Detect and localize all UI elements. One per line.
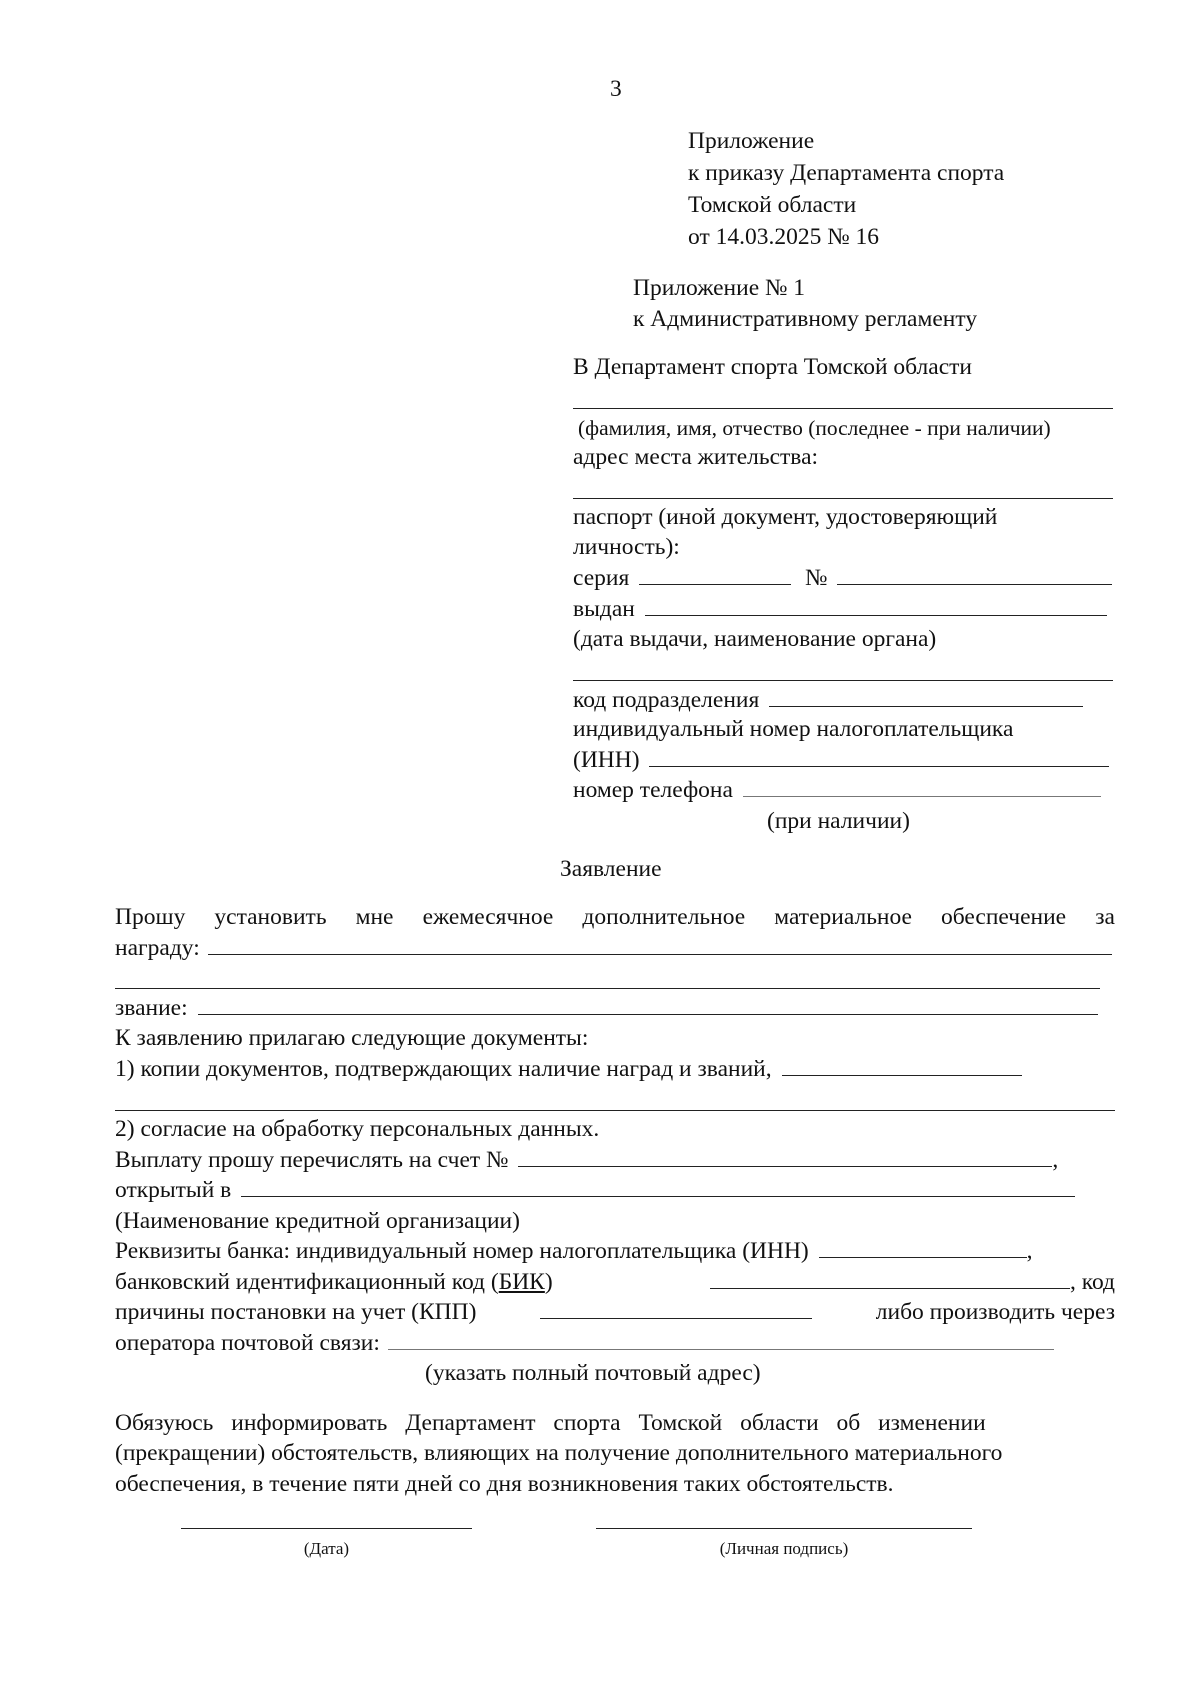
rank-field[interactable] bbox=[198, 993, 1098, 1015]
recipient-line: В Департамент спорта Томской области bbox=[573, 354, 972, 380]
request-word: установить bbox=[214, 904, 327, 930]
passport-number-field[interactable] bbox=[837, 563, 1112, 585]
credit-org-hint: (Наименование кредитной организации) bbox=[115, 1208, 520, 1234]
bank-inn-field[interactable] bbox=[819, 1236, 1027, 1258]
request-word: обеспечение bbox=[941, 904, 1067, 930]
passport-label-line-2: личность): bbox=[573, 534, 680, 560]
inn-row bbox=[573, 745, 1109, 775]
date-field[interactable] bbox=[181, 1528, 472, 1529]
obligation-line-2: (прекращении) обстоятельств, влияющих на получение дополнительного материального bbox=[115, 1440, 1003, 1466]
appendix-order-line-2: к приказу Департамента спорта bbox=[688, 160, 1005, 186]
signature-caption: (Личная подпись) bbox=[719, 1539, 849, 1558]
request-word: ежемесячное bbox=[422, 904, 554, 930]
kpp-field[interactable] bbox=[540, 1297, 812, 1319]
issued-row bbox=[573, 594, 1107, 624]
bik-link[interactable]: БИК bbox=[498, 1269, 545, 1295]
bik-field-group bbox=[710, 1267, 1115, 1297]
inn-label: (ИНН) bbox=[573, 747, 640, 773]
bank-details-comma: , bbox=[1026, 1238, 1033, 1264]
number-sign: № bbox=[805, 565, 828, 591]
series-field[interactable] bbox=[639, 563, 791, 585]
appendix-regulation-line-1: Приложение № 1 bbox=[633, 275, 806, 301]
fio-field[interactable] bbox=[573, 408, 1113, 409]
payment-label: Выплату прошу перечислять на счет № bbox=[115, 1147, 509, 1173]
appendix-order-line-3: Томской области bbox=[688, 192, 857, 218]
postal-hint: (указать полный почтовый адрес) bbox=[425, 1360, 761, 1386]
phone-label: номер телефона bbox=[573, 777, 733, 803]
kpp-tail: либо производить через bbox=[875, 1299, 1115, 1325]
payment-comma: , bbox=[1052, 1147, 1059, 1173]
opened-in-row bbox=[115, 1175, 1075, 1205]
obligation-line-3: обеспечения, в течение пяти дней со дня возникновения таких обстоятельств. bbox=[115, 1471, 894, 1497]
kpp-label: причины постановки на учет (КПП) bbox=[115, 1299, 477, 1325]
rank-row bbox=[115, 993, 1098, 1023]
issued-label: выдан bbox=[573, 596, 635, 622]
bik-row bbox=[115, 1267, 1115, 1297]
signature-field[interactable] bbox=[596, 1528, 972, 1529]
appendix-order-block bbox=[688, 125, 1004, 253]
phone-row bbox=[573, 775, 1101, 805]
passport-label-line-1: паспорт (иной документ, удостоверяющий bbox=[573, 504, 998, 530]
series-label: серия bbox=[573, 565, 630, 591]
division-code-field[interactable] bbox=[769, 685, 1083, 707]
bank-details-label: Реквизиты банка: индивидуальный номер налогоплательщика (ИНН) bbox=[115, 1238, 809, 1264]
award-row bbox=[115, 933, 1112, 963]
request-word: материальное bbox=[774, 904, 912, 930]
kpp-row bbox=[115, 1297, 1115, 1327]
bik-label-post: ) bbox=[544, 1269, 553, 1295]
item1-field[interactable] bbox=[782, 1054, 1022, 1076]
document-title: Заявление bbox=[560, 856, 662, 882]
bank-details-row bbox=[115, 1236, 1033, 1266]
request-word: за bbox=[1095, 904, 1115, 930]
bik-label bbox=[115, 1267, 553, 1297]
payment-row bbox=[115, 1145, 1058, 1175]
credit-org-field[interactable] bbox=[241, 1175, 1075, 1197]
request-line bbox=[115, 902, 1115, 932]
bik-label-pre: банковский идентификационный код ( bbox=[115, 1269, 499, 1295]
postal-address-field[interactable] bbox=[388, 1328, 1054, 1350]
passport-series-row bbox=[573, 563, 1112, 593]
issued-extra-field[interactable] bbox=[573, 680, 1113, 681]
request-word: мне bbox=[355, 904, 394, 930]
bik-tail: , код bbox=[1069, 1269, 1115, 1295]
account-number-field[interactable] bbox=[518, 1145, 1052, 1167]
issued-field[interactable] bbox=[645, 594, 1107, 616]
opened-in-label: открытый в bbox=[115, 1177, 232, 1203]
request-word: дополнительное bbox=[582, 904, 746, 930]
division-code-row bbox=[573, 685, 1083, 715]
award-label: награду: bbox=[115, 935, 200, 961]
obligation-text-1: Обязуюсь информировать Департамент спорта Томской области об изменении bbox=[115, 1410, 986, 1436]
obligation-line-1 bbox=[115, 1408, 1115, 1438]
inn-field[interactable] bbox=[649, 745, 1109, 767]
phone-hint: (при наличии) bbox=[767, 808, 910, 834]
bik-field[interactable] bbox=[710, 1267, 1070, 1289]
fio-hint: (фамилия, имя, отчество (последнее - при наличии) bbox=[578, 416, 1051, 440]
page-number: 3 bbox=[610, 76, 622, 102]
appendix-regulation-line-2: к Административному регламенту bbox=[633, 306, 978, 332]
item1-extra-field[interactable] bbox=[115, 1110, 1115, 1111]
appendix-regulation-block bbox=[633, 273, 977, 335]
item1-text: 1) копии документов, подтверждающих наличие наград и званий, bbox=[115, 1056, 772, 1082]
postal-label: оператора почтовой связи: bbox=[115, 1330, 380, 1356]
postal-row bbox=[115, 1328, 1054, 1358]
award-field[interactable] bbox=[208, 933, 1112, 955]
request-word: Прошу bbox=[115, 904, 186, 930]
residence-field[interactable] bbox=[573, 498, 1113, 499]
appendix-order-line-1: Приложение bbox=[688, 128, 815, 154]
item2-text: 2) согласие на обработку персональных данных. bbox=[115, 1116, 600, 1142]
award-extra-field[interactable] bbox=[115, 988, 1100, 989]
appendix-order-line-4: от 14.03.2025 № 16 bbox=[688, 224, 880, 250]
inn-label-line-1: индивидуальный номер налогоплательщика bbox=[573, 716, 1014, 742]
date-caption: (Дата) bbox=[303, 1539, 350, 1558]
attach-line: К заявлению прилагаю следующие документы: bbox=[115, 1025, 589, 1051]
division-code-label: код подразделения bbox=[573, 687, 760, 713]
issued-hint: (дата выдачи, наименование органа) bbox=[573, 626, 937, 652]
phone-field[interactable] bbox=[743, 775, 1101, 797]
rank-label: звание: bbox=[115, 995, 188, 1021]
residence-label: адрес места жительства: bbox=[573, 444, 819, 470]
item1-row bbox=[115, 1054, 1022, 1084]
